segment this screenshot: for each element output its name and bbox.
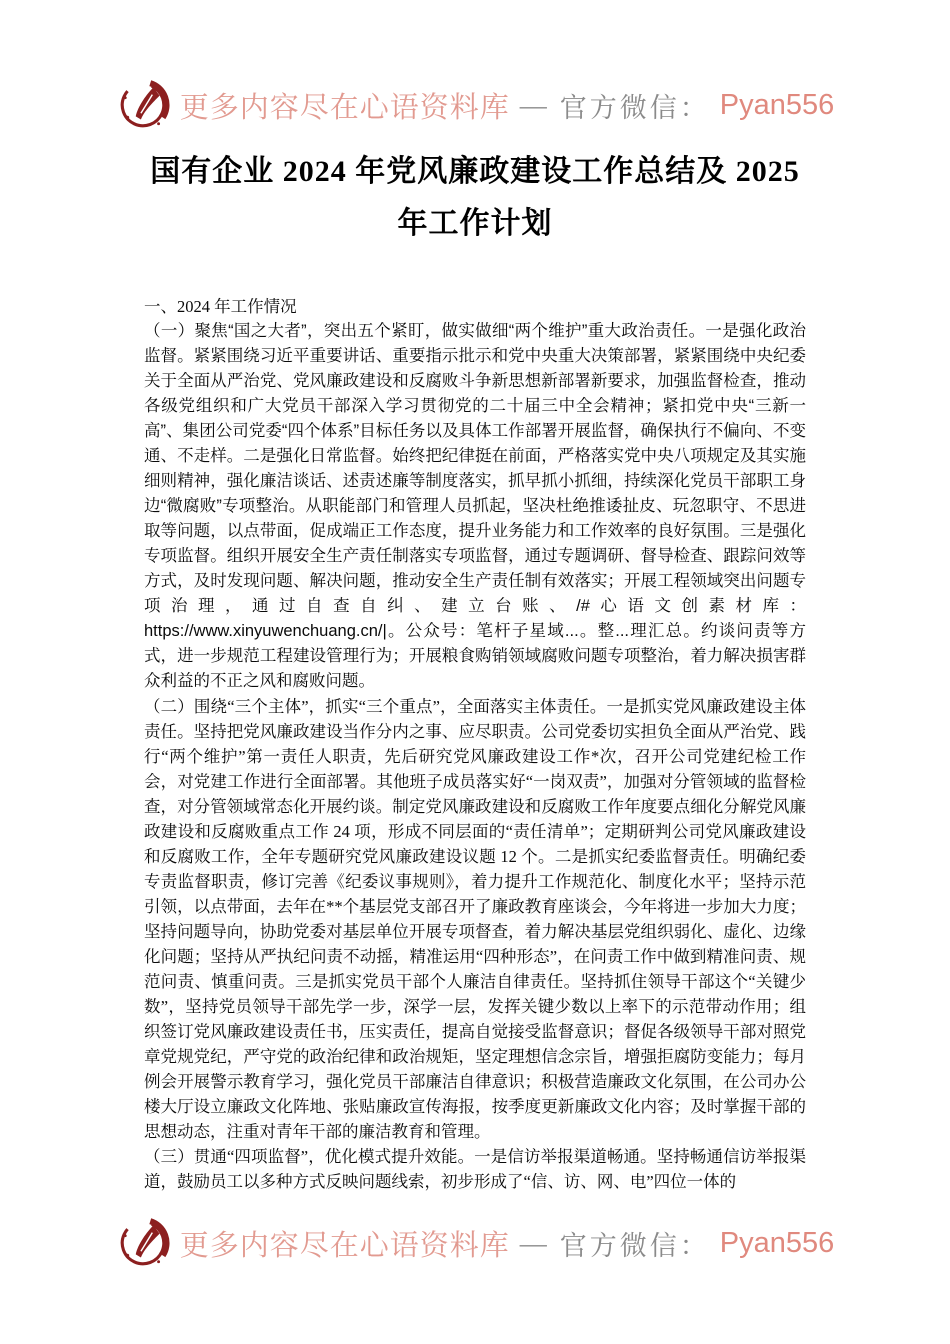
paragraph-2: （二）围绕“三个主体”，抓实“三个重点”，全面落实主体责任。一是抓实党风廉政建设主体责任。坚持把党风廉政建设当作分内之事、应尽职责。公司党委切实担负全面从严治党、践行“两个维护”第一责任人职责，先后研究党风廉政建设工作*次，召开公司党建纪检工作会，对党建工作进行全面部署。其他班子成员落实好“一岗双责”，加强对分管领域的监督检查，对分管领域常态化开展约谈。制定党风廉政建设和反腐败工作年度要点细化分解党风廉政建设和反腐败重点工作 24 项，形成不同层面的“责任清单”；定期研判公司党风廉政建设和反腐败工作，全年专题研究党风廉政建设议题 12 个。二是抓实纪委监督责任。明确纪委专责监督职责，修订完善《纪委议事规则》，着力提升工作规范化、制度化水平；坚持示范引领，以点带面，去年在**个基层党支部召开了廉政教育座谈会，今年将进一步加大力度；坚持问题导向，协助党委对基层单位开展专项督查，着力解决基层党组织弱化、虚化、边缘化问题；坚持从严执纪问责不动摇，精准运用“四种形态”，在问责工作中做到精准问责、规范问责、慎重问责。三是抓实党员干部个人廉洁自律责任。坚持抓住领导干部这个“关键少数”，坚持党员领导干部先学一步，深学一层，发挥关键少数以上率下的示范带动作用；组织签订党风廉政建设责任书，压实责任，提高自觉接受监督意识；督促各级领导干部对照党章党规党纪，严守党的政治纪律和政治规矩，坚定理想信念宗旨，增强拒腐防变能力；每月例会开展警示教育学习，强化党员干部廉洁自律意识；积极营造廉政文化氛围，在公司办公楼大厅设立廉政文化阵地、张贴廉政宣传海报，按季度更新廉政文化内容；及时掌握干部的思想动态，注重对青年干部的廉洁教育和管理。 bbox=[144, 697, 806, 1141]
footer-banner bbox=[0, 1216, 950, 1270]
brand-text: 更多内容尽在心语资料库 bbox=[179, 1229, 510, 1262]
page-title: 国有企业 2024 年党风廉政建设工作总结及 2025 年工作计划 bbox=[150, 155, 800, 240]
document-body bbox=[144, 294, 806, 1194]
pen-nib-circle-icon bbox=[116, 1216, 170, 1270]
wechat-id: Pyan556 bbox=[719, 88, 835, 121]
paragraph-1: （一）聚焦“国之大者”，突出五个紧盯，做实做细“两个维护”重大政治责任。一是强化政治监督。紧紧围绕习近平重要讲话、重要指示批示和党中央重大决策部署，紧紧围绕中央纪委关于全面从严治党、党风廉政建设和反腐败斗争新思想新部署新要求，加强监督检查，推动各级党组织和广大党员干部深入学习贯彻党的二十届三中全会精神；紧扣党中央“三新一高”、集团公司党委“四个体系”目标任务以及具体工作部署开展监督，确保执行不偏向、不变通、不走样。二是强化日常监督。始终把纪律挺在前面，严格落实党中央八项规定及其实施细则精神，强化廉洁谈话、述责述廉等制度落实，抓早抓小抓细，持续深化党员干部职工身边“微腐败”专项整治。从职能部门和管理人员抓起，坚决杜绝推诿扯皮、玩忽职守、不思进取等问题，以点带面，促成端正工作态度，提升业务能力和工作效率的良好氛围。三是强化专项监督。组织开展安全生产责任制落实专项监督，通过专题调研、督导检查、跟踪问效等方式，及时发现问题、解决问题，推动安全生产责任制有效落实；开展工程领域突出问题专项治理，通过自查自纠、建立台账、/#心语文创素材库：https://www.xinyuwenchuang.cn/|。公众号：笔杆子星域...。整...理汇总。约谈问责等方式，进一步规范工程建设管理行为；开展粮食购销领域腐败问题专项整治，着力解决损害群众利益的不正之风和腐败问题。 bbox=[144, 322, 806, 690]
header-banner bbox=[0, 78, 950, 132]
brand-text: 更多内容尽在心语资料库 bbox=[179, 91, 510, 124]
wechat-label: 官方微信： bbox=[559, 1230, 710, 1261]
banner-separator: — bbox=[519, 1227, 550, 1258]
banner-separator: — bbox=[519, 89, 550, 120]
paragraph-3: （三）贯通“四项监督”，优化模式提升效能。一是信访举报渠道畅通。坚持畅通信访举报渠道，鼓励员工以多种方式反映问题线索，初步形成了“信、访、网、电”四位一体的 bbox=[144, 1147, 806, 1191]
section-heading: 一、2024 年工作情况 bbox=[144, 297, 297, 316]
wechat-id: Pyan556 bbox=[719, 1226, 835, 1259]
wechat-label: 官方微信： bbox=[559, 92, 710, 123]
pen-nib-circle-icon bbox=[116, 78, 170, 132]
